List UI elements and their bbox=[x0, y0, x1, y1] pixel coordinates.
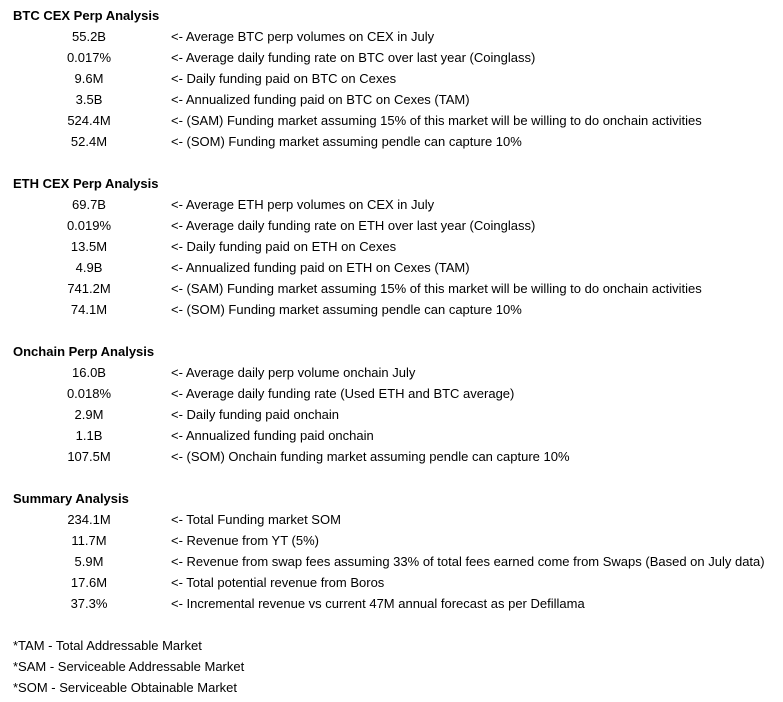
row-value: 2.9M bbox=[74, 407, 104, 422]
row-description: <- Annualized funding paid on BTC on Cexes (TAM) bbox=[171, 92, 470, 107]
row-value: 0.018% bbox=[66, 386, 112, 401]
row-value: 11.7M bbox=[71, 533, 107, 548]
row-value: 741.2M bbox=[67, 281, 111, 296]
row-description: <- Total Funding market SOM bbox=[171, 512, 341, 527]
row-description: <- (SOM) Onchain funding market assuming pendle can capture 10% bbox=[171, 449, 570, 464]
row-description: <- Annualized funding paid on ETH on Cexes (TAM) bbox=[171, 260, 470, 275]
row-value: 37.3% bbox=[70, 596, 108, 611]
row-description: <- (SAM) Funding market assuming 15% of this market will be willing to do onchain activities bbox=[171, 113, 702, 128]
row-value: 3.5B bbox=[75, 92, 103, 107]
footnote-sam: *SAM - Serviceable Addressable Market bbox=[13, 659, 245, 674]
row-description: <- Average daily funding rate on BTC over last year (Coinglass) bbox=[171, 50, 536, 65]
row-value: 0.017% bbox=[66, 50, 112, 65]
row-description: <- Annualized funding paid onchain bbox=[171, 428, 374, 443]
row-value: 13.5M bbox=[70, 239, 108, 254]
row-description: <- Daily funding paid on BTC on Cexes bbox=[171, 71, 397, 86]
row-description: <- (SOM) Funding market assuming pendle can capture 10% bbox=[171, 302, 522, 317]
row-description: <- Total potential revenue from Boros bbox=[171, 575, 385, 590]
row-value: 107.5M bbox=[67, 449, 111, 464]
row-value: 5.9M bbox=[74, 554, 104, 569]
row-value: 4.9B bbox=[75, 260, 103, 275]
row-value: 52.4M bbox=[70, 134, 108, 149]
section-title-onchain: Onchain Perp Analysis bbox=[13, 344, 155, 359]
section-title-btc: BTC CEX Perp Analysis bbox=[13, 8, 160, 23]
row-value: 234.1M bbox=[67, 512, 111, 527]
row-description: <- (SOM) Funding market assuming pendle can capture 10% bbox=[171, 134, 522, 149]
row-value: 55.2B bbox=[72, 29, 106, 44]
row-value: 0.019% bbox=[66, 218, 112, 233]
row-description: <- Average ETH perp volumes on CEX in July bbox=[171, 197, 435, 212]
section-title-eth: ETH CEX Perp Analysis bbox=[13, 176, 159, 191]
row-value: 9.6M bbox=[74, 71, 104, 86]
row-description: <- Daily funding paid on ETH on Cexes bbox=[171, 239, 397, 254]
row-description: <- Average daily perp volume onchain July bbox=[171, 365, 416, 380]
row-description: <- Revenue from YT (5%) bbox=[171, 533, 319, 548]
row-value: 16.0B bbox=[72, 365, 106, 380]
row-description: <- Incremental revenue vs current 47M annual forecast as per Defillama bbox=[171, 596, 585, 611]
row-description: <- Average BTC perp volumes on CEX in July bbox=[171, 29, 435, 44]
row-value: 74.1M bbox=[70, 302, 108, 317]
row-value: 1.1B bbox=[75, 428, 103, 443]
row-description: <- (SAM) Funding market assuming 15% of this market will be willing to do onchain activities bbox=[171, 281, 702, 296]
row-value: 524.4M bbox=[67, 113, 111, 128]
row-description: <- Average daily funding rate on ETH over last year (Coinglass) bbox=[171, 218, 536, 233]
section-title-summary: Summary Analysis bbox=[13, 491, 129, 506]
row-description: <- Daily funding paid onchain bbox=[171, 407, 340, 422]
row-description: <- Average daily funding rate (Used ETH and BTC average) bbox=[171, 386, 515, 401]
row-description: <- Revenue from swap fees assuming 33% of total fees earned come from Swaps (Based on July data) bbox=[171, 554, 765, 569]
row-value: 17.6M bbox=[70, 575, 108, 590]
footnote-tam: *TAM - Total Addressable Market bbox=[13, 638, 202, 653]
footnote-som: *SOM - Serviceable Obtainable Market bbox=[13, 680, 237, 695]
row-value: 69.7B bbox=[72, 197, 106, 212]
